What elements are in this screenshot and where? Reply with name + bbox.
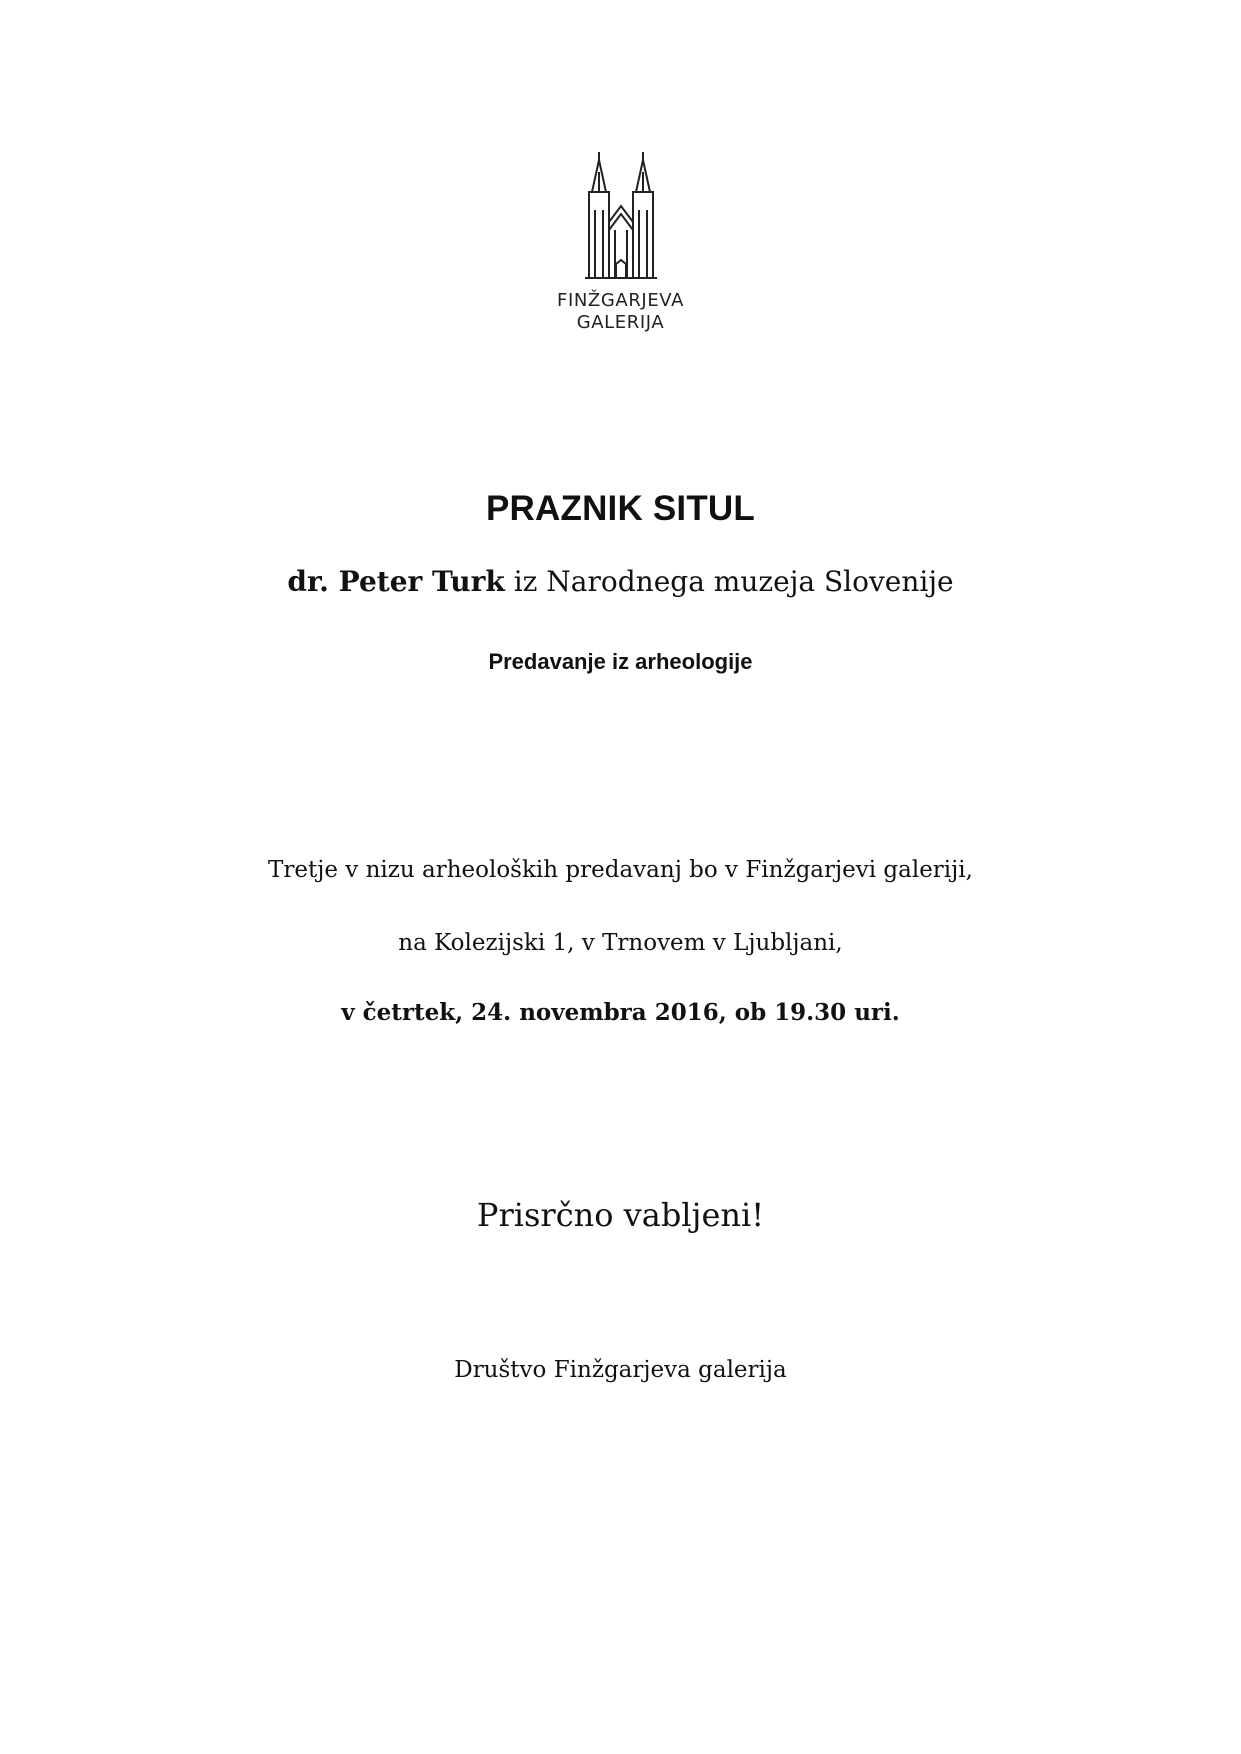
gallery-logo <box>0 150 1241 334</box>
lecturer-affiliation: iz Narodnega muzeja Slovenije <box>504 565 954 598</box>
event-subtitle: Predavanje iz arheologije <box>488 649 753 674</box>
lecturer-name: dr. Peter Turk <box>287 565 505 598</box>
signature: Društvo Finžgarjeva galerija <box>454 1357 787 1383</box>
logo-wordmark <box>0 290 1241 334</box>
lecturer-line <box>0 565 1241 599</box>
event-title: PRAZNIK SITUL <box>486 489 755 528</box>
logo-line-1: FINŽGARJEVA <box>557 290 684 311</box>
church-icon <box>581 150 661 280</box>
logo-line-2: GALERIJA <box>576 312 665 333</box>
body-line-1: Tretje v nizu arheoloških predavanj bo v Finžgarjevi galeriji, <box>268 857 973 883</box>
body-line-2: na Kolezijski 1, v Trnovem v Ljubljani, <box>398 930 843 956</box>
invitation-text: Prisrčno vabljeni! <box>476 1196 765 1234</box>
event-date-time: v četrtek, 24. novembra 2016, ob 19.30 uri. <box>341 999 900 1026</box>
